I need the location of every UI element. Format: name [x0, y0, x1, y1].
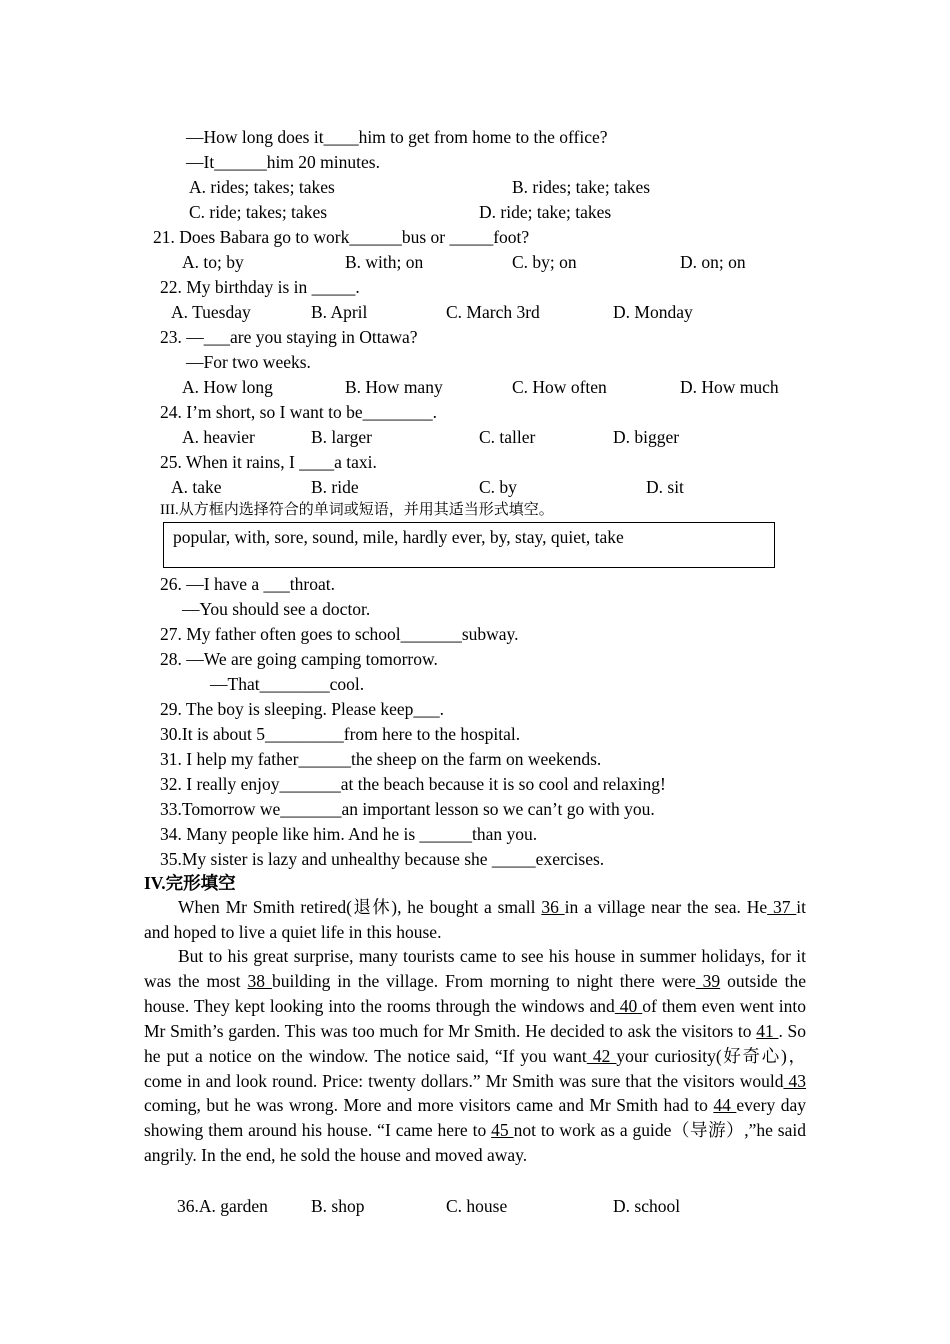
q35-stem: 35.My sister is lazy and unhealthy because she _____exercises.	[160, 849, 605, 869]
q22-option-c: C. March 3rd	[446, 302, 540, 322]
cloze-paragraph-2	[144, 944, 806, 1168]
q22-option-a: A. Tuesday	[171, 302, 251, 322]
q31-stem: 31. I help my father______the sheep on the farm on weekends.	[160, 749, 602, 769]
q25-stem: 25. When it rains, I ____a taxi.	[160, 452, 377, 472]
q21-option-d: D. on; on	[680, 252, 746, 272]
cloze-paragraph-1-text: When Mr Smith retired(退休), he bought a small 36 in a village near the sea. He 37 it and hoped to live a quiet life in this house.	[144, 897, 807, 942]
cloze-paragraph-2-text: But to his great surprise, many tourists came to see his house in summer holidays, for it was the most 38 building in the village. From morning to night there were 39 outside the house. They kept looking into the rooms through the windows and 40 of them even went into Mr Smith’s garden. This was too much for Mr Smith. He decided to ask the visitors to 41 . So he put a notice on the window. The notice said, “If you want 42 your curiosity(好奇心)，come in and look round. Price: twenty dollars.” Mr Smith was sure that the visitors would 43 coming, but he was wrong. More and more visitors came and Mr Smith had to 44 every day showing them around his house. “I came here to 45 not to work as a guide（导游）,”he said angrily. In the end, he sold the house and moved away.	[144, 946, 807, 1166]
blank-41: 41	[756, 1020, 779, 1041]
q36-option-b: B. shop	[311, 1196, 365, 1216]
q26-stem: 26. —I have a ___throat.	[160, 574, 335, 594]
blank-43: 43	[783, 1070, 806, 1091]
q34-stem: 34. Many people like him. And he is ______than you.	[160, 824, 538, 844]
q21-option-a: A. to; by	[182, 252, 244, 272]
blank-39: 39	[695, 970, 721, 991]
q22-stem: 22. My birthday is in _____.	[160, 277, 360, 297]
q28-stem: 28. —We are going camping tomorrow.	[160, 649, 438, 669]
section3-heading: III.从方框内选择符合的单词或短语，并用其适当形式填空。	[160, 502, 554, 518]
q23-line2: —For two weeks.	[186, 352, 311, 372]
q28-reply: —That________cool.	[210, 674, 365, 694]
q24-option-a: A. heavier	[182, 427, 255, 447]
q20-option-b: B. rides; take; takes	[512, 177, 651, 197]
q36-option-c: C. house	[446, 1196, 508, 1216]
q22-option-d: D. Monday	[613, 302, 693, 322]
q24-stem: 24. I’m short, so I want to be________.	[160, 402, 438, 422]
q22-option-b: B. April	[311, 302, 368, 322]
q24-option-b: B. larger	[311, 427, 372, 447]
q23-option-c: C. How often	[512, 377, 607, 397]
blank-45: 45	[491, 1120, 514, 1141]
blank-36: 36	[541, 897, 565, 917]
q20-option-d: D. ride; take; takes	[479, 202, 612, 222]
word-box-list: popular, with, sore, sound, mile, hardly ever, by, stay, quiet, take	[173, 527, 624, 547]
q20-option-c: C. ride; takes; takes	[189, 202, 328, 222]
section4-heading: IV.完形填空	[144, 873, 236, 893]
blank-44: 44	[713, 1095, 737, 1116]
q20-line1: —How long does it____him to get from home to the office?	[186, 127, 608, 147]
q21-option-b: B. with; on	[345, 252, 424, 272]
word-box	[163, 522, 775, 568]
blank-40: 40	[614, 995, 643, 1016]
blank-37: 37	[767, 897, 797, 917]
q36-option-d: D. school	[613, 1196, 681, 1216]
q23-option-b: B. How many	[345, 377, 443, 397]
q23-option-a: A. How long	[182, 377, 273, 397]
q25-option-d: D. sit	[646, 477, 684, 497]
q36-option-a: 36.A. garden	[177, 1196, 268, 1216]
q33-stem: 33.Tomorrow we_______an important lesson so we can’t go with you.	[160, 799, 655, 819]
q24-option-d: D. bigger	[613, 427, 680, 447]
q30-stem: 30.It is about 5_________from here to the hospital.	[160, 724, 521, 744]
q21-option-c: C. by; on	[512, 252, 577, 272]
q20-line2: —It______him 20 minutes.	[186, 152, 380, 172]
blank-42: 42	[586, 1045, 617, 1066]
q29-stem: 29. The boy is sleeping. Please keep___.	[160, 699, 444, 719]
q24-option-c: C. taller	[479, 427, 536, 447]
q23-option-d: D. How much	[680, 377, 779, 397]
q26-reply: —You should see a doctor.	[182, 599, 371, 619]
q25-option-a: A. take	[171, 477, 222, 497]
q27-stem: 27. My father often goes to school_______subway.	[160, 624, 519, 644]
q32-stem: 32. I really enjoy_______at the beach because it is so cool and relaxing!	[160, 774, 666, 794]
cloze-paragraph-1	[144, 895, 806, 945]
q21-stem: 21. Does Babara go to work______bus or _____foot?	[153, 227, 530, 247]
q25-option-b: B. ride	[311, 477, 359, 497]
blank-38: 38	[247, 970, 272, 991]
q20-option-a: A. rides; takes; takes	[189, 177, 335, 197]
q23-stem: 23. —___are you staying in Ottawa?	[160, 327, 418, 347]
q25-option-c: C. by	[479, 477, 517, 497]
